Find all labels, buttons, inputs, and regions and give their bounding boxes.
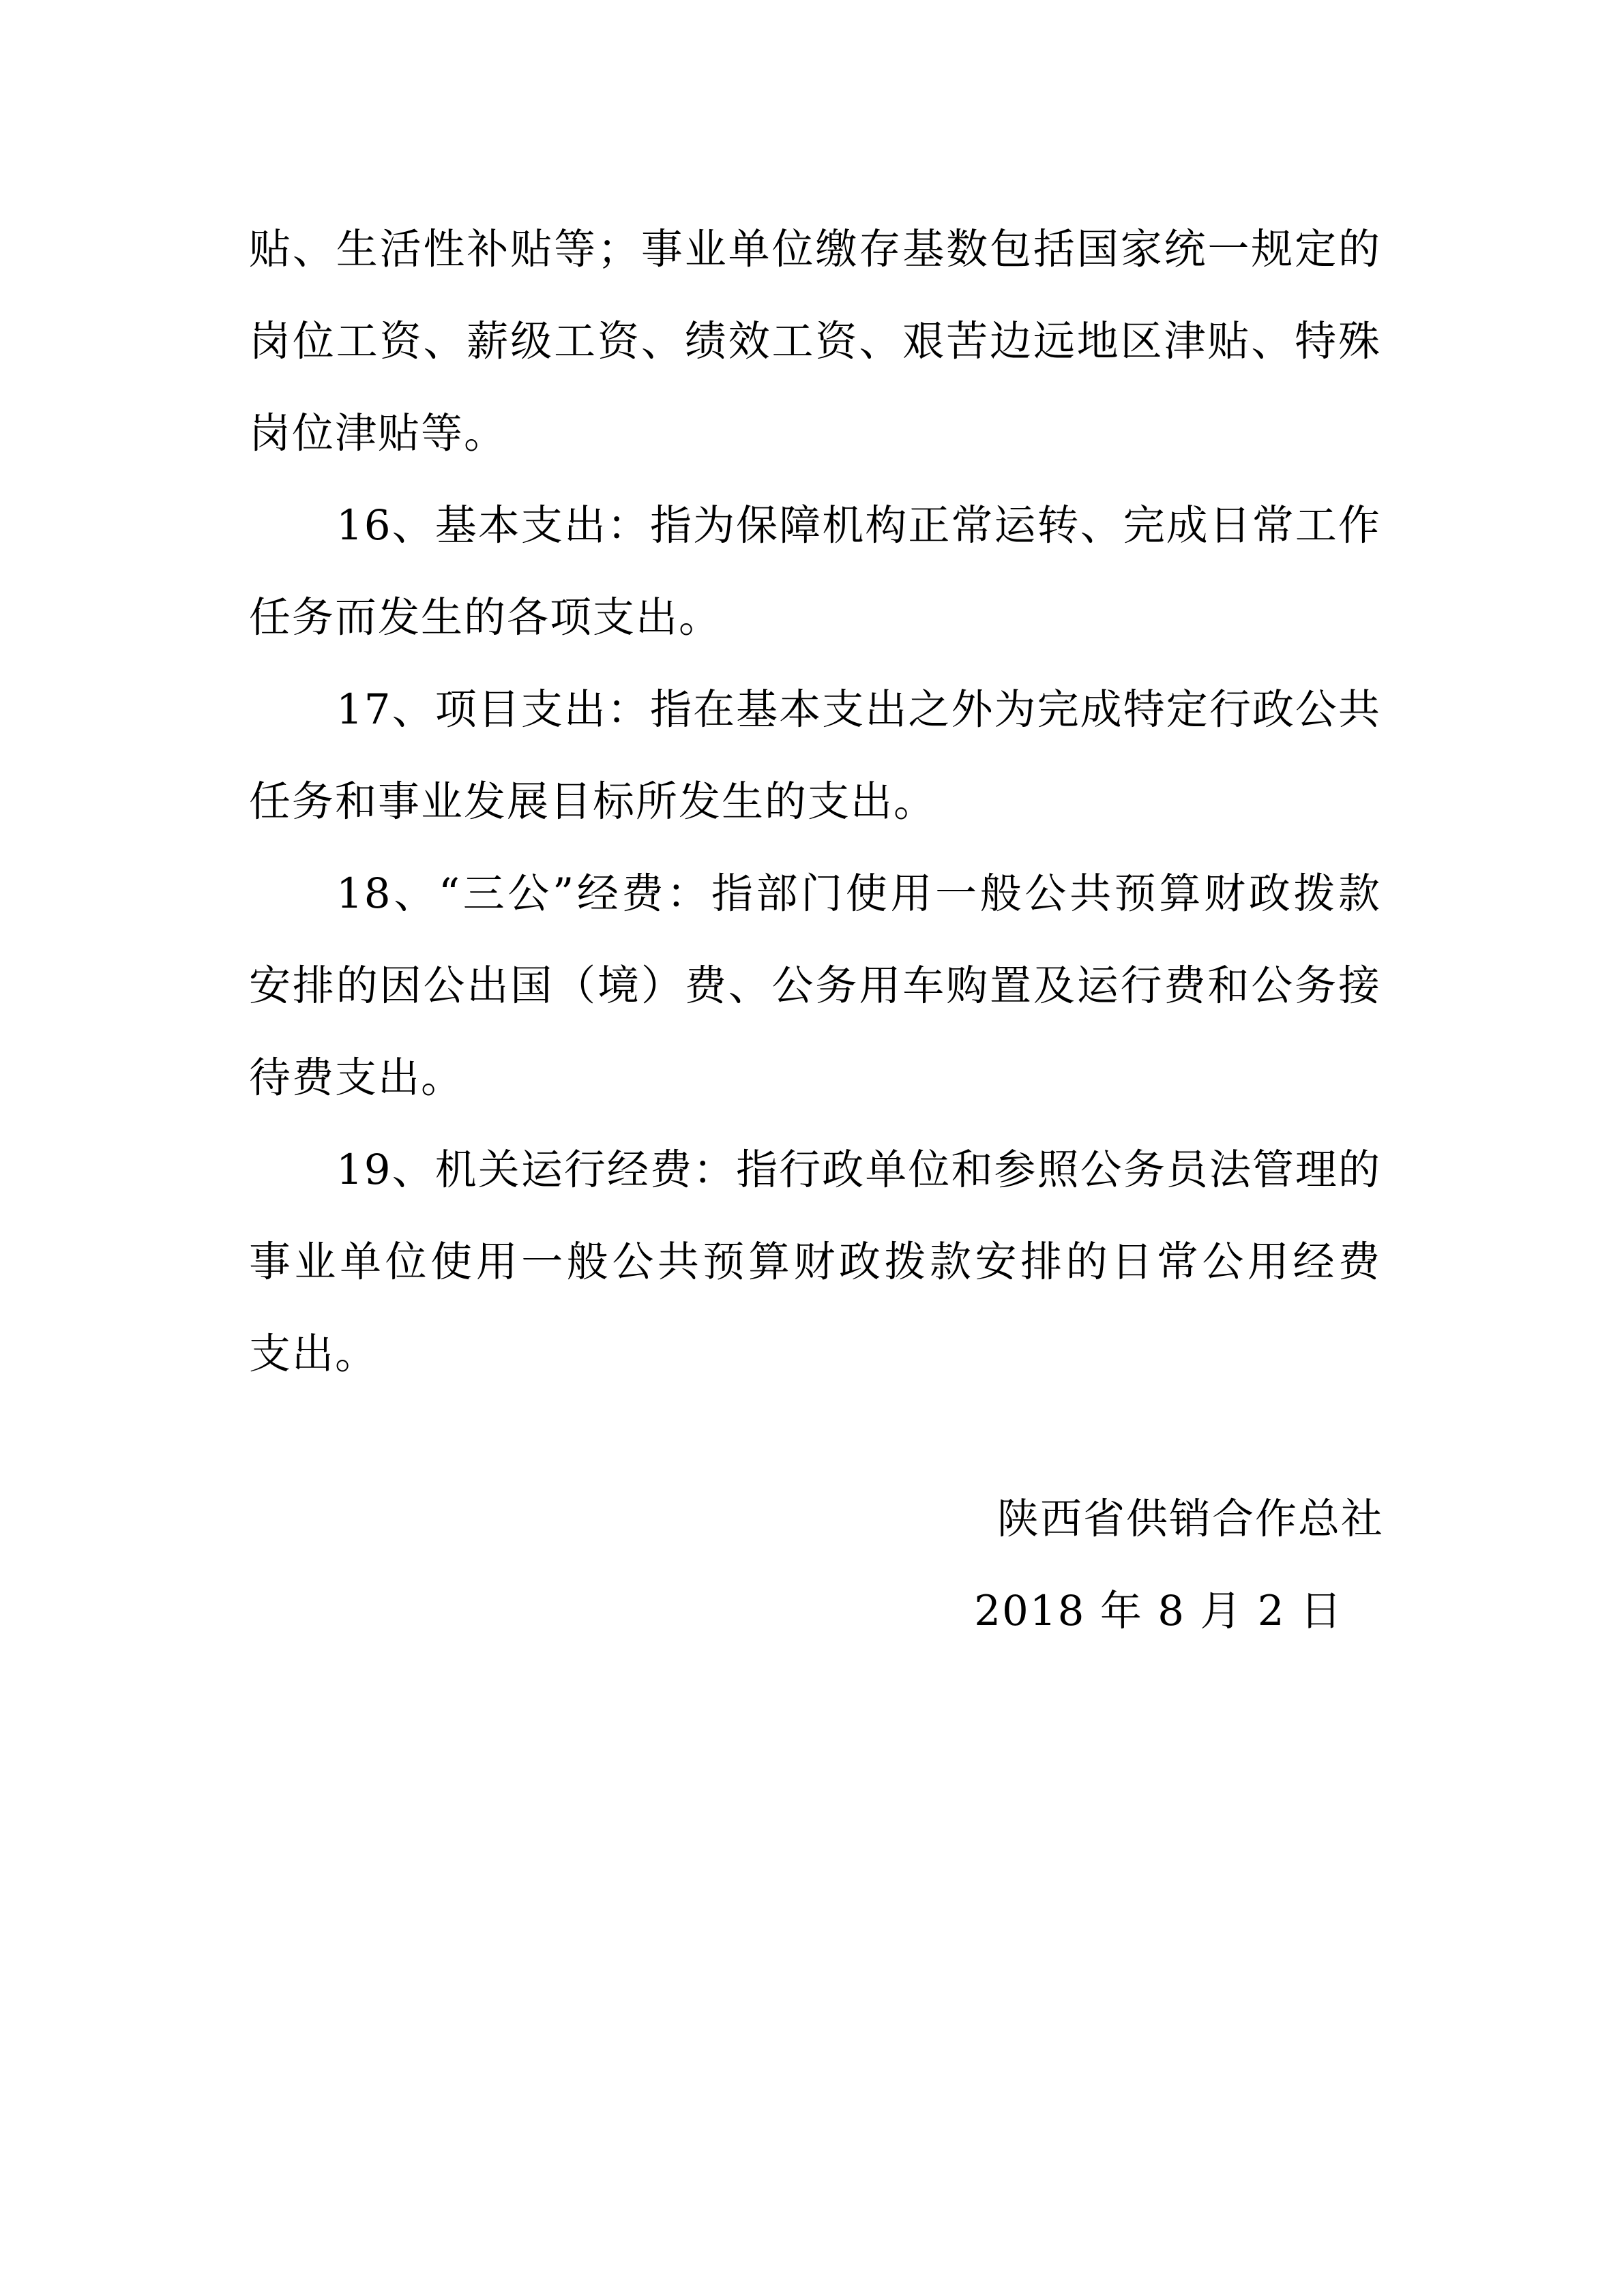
paragraph-15-continuation bbox=[249, 203, 1381, 479]
text-line: 待费支出。 bbox=[249, 1054, 464, 1102]
text-line: 16、基本支出：指为保障机构正常运转、完成日常工作 bbox=[336, 501, 1381, 550]
document-body bbox=[249, 203, 1381, 1400]
paragraph-18-three-public-expenses bbox=[249, 848, 1381, 1124]
text-line: 岗位工资、薪级工资、绩效工资、艰苦边远地区津贴、特殊 bbox=[249, 317, 1381, 366]
text-line: 安排的因公出国（境）费、公务用车购置及运行费和公务接 bbox=[249, 961, 1381, 1010]
text-line: 支出。 bbox=[249, 1330, 379, 1378]
signature-date: 2018 年 8 月 2 日 bbox=[974, 1587, 1343, 1635]
paragraph-17-project-expenditure bbox=[249, 664, 1381, 848]
text-line: 18、“三公”经费：指部门使用一般公共预算财政拨款 bbox=[336, 869, 1381, 918]
text-line: 岗位津贴等。 bbox=[249, 409, 507, 458]
signature-block bbox=[974, 1473, 1384, 1657]
text-line: 任务和事业发展目标所发生的支出。 bbox=[249, 777, 937, 826]
text-line: 19、机关运行经费：指行政单位和参照公务员法管理的 bbox=[336, 1146, 1381, 1194]
text-line: 17、项目支出：指在基本支出之外为完成特定行政公共 bbox=[336, 685, 1381, 734]
paragraph-19-operating-expenses bbox=[249, 1124, 1381, 1400]
text-line: 任务而发生的各项支出。 bbox=[249, 593, 722, 642]
text-line: 事业单位使用一般公共预算财政拨款安排的日常公用经费 bbox=[249, 1238, 1381, 1286]
text-line: 贴、生活性补贴等；事业单位缴存基数包括国家统一规定的 bbox=[249, 225, 1381, 273]
paragraph-16-basic-expenditure bbox=[249, 479, 1381, 664]
signature-organization: 陕西省供销合作总社 bbox=[996, 1495, 1384, 1543]
